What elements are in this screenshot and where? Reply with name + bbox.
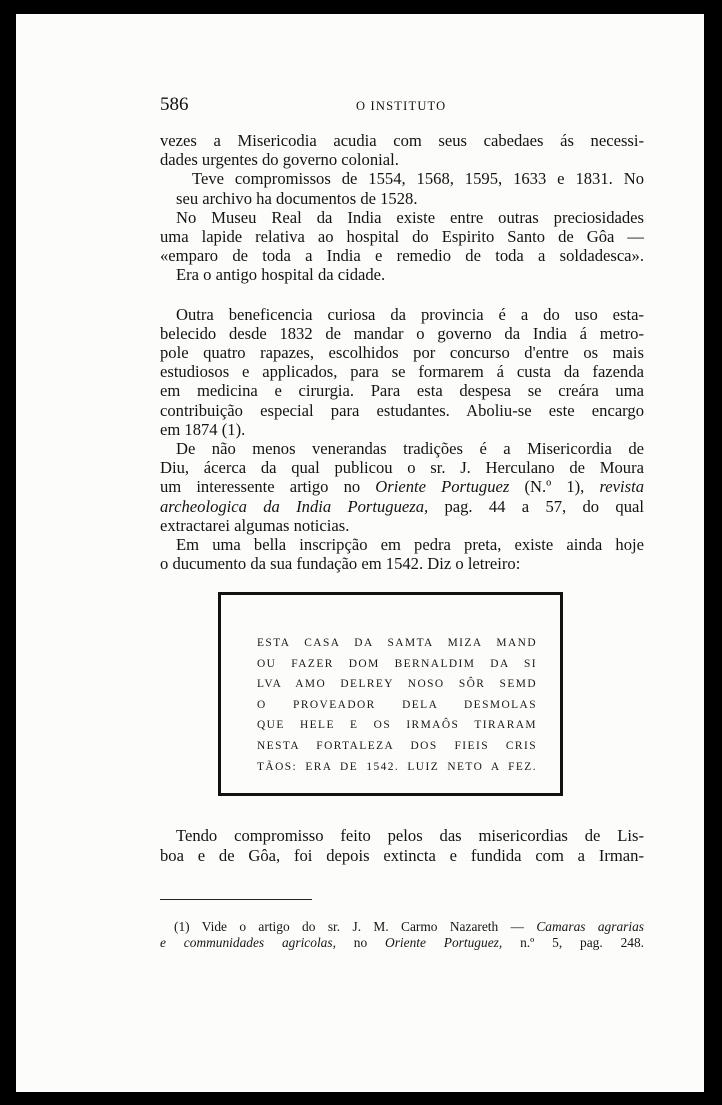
text-line	[160, 497, 644, 516]
text-run: um interessente artigo no	[160, 477, 376, 497]
footnote-title: e communidades agricolas,	[160, 935, 336, 950]
text-run: (N.º 1),	[509, 477, 600, 497]
inscription-box	[218, 592, 563, 796]
closing-paragraph	[160, 826, 644, 865]
text-line: belecido desde 1832 de mandar o governo da India á metro-	[160, 323, 644, 343]
text-line: dades urgentes do governo colonial.	[160, 150, 399, 170]
footnote	[160, 919, 644, 951]
inscription-line: TÃOS: ERA DE 1542. LUIZ NETO A FEZ.	[257, 760, 537, 773]
text-run: pag. 44 a 57, do qual	[428, 496, 644, 516]
inscription-line: O PROVEADOR DELA DESMOLAS	[257, 698, 537, 711]
text-line: contribuição especial para estudantes. Aboliu-se este encargo	[160, 400, 644, 420]
running-title: O INSTITUTO	[356, 99, 447, 113]
text-line: em 1874 (1).	[160, 419, 246, 439]
page-header	[160, 94, 640, 122]
footnote-line	[160, 935, 644, 951]
text-line: seu archivo ha documentos de 1528.	[176, 188, 418, 208]
text-line: extractarei algumas noticias.	[160, 515, 350, 535]
text-line: estudiosos e applicados, para se formarem á custa da fazenda	[160, 362, 644, 382]
text-line: Diu, ácerca da qual publicou o sr. J. Herculano de Moura	[160, 458, 644, 478]
text-line: Em uma bella inscripção em pedra preta, existe ainda hoje	[176, 535, 644, 555]
inscription-text	[257, 633, 537, 777]
page-number: 586	[160, 94, 189, 115]
text-line: Tendo compromisso feito pelos das misericordias de Lis-	[176, 826, 644, 845]
text-line: Teve compromissos de 1554, 1568, 1595, 1633 e 1831. No	[192, 169, 644, 189]
paragraph-2	[160, 169, 644, 207]
inscription-line: NESTA FORTALEZA DOS FIEIS CRIS	[257, 739, 537, 752]
text-run: (1) Vide o artigo do sr. J. M. Carmo Nazareth —	[174, 919, 537, 934]
text-line: Outra beneficencia curiosa da provincia é a do uso esta-	[176, 304, 644, 324]
document-page	[16, 14, 704, 1092]
footnote-publication: Oriente Portuguez,	[385, 935, 503, 950]
text-line: em medicina e cirurgia. Para esta despesa se creára uma	[160, 381, 644, 401]
publication-subtitle: revista	[599, 477, 644, 497]
footnote-line	[160, 919, 644, 935]
text-line	[160, 477, 644, 496]
publication-title: Oriente Portuguez	[375, 477, 510, 497]
text-line: uma lapide relativa ao hospital do Espirito Santo de Gôa —	[160, 227, 644, 247]
paragraph-3	[160, 208, 644, 285]
paragraph-1	[160, 131, 644, 169]
publication-subtitle: archeologica da India Portugueza,	[160, 496, 429, 516]
text-run: no	[335, 935, 386, 950]
inscription-line: QUE HELE E OS IRMAÔS TIRARAM	[257, 719, 537, 732]
footnote-divider	[160, 899, 312, 900]
footnote-title: Camaras agrarias	[536, 919, 644, 934]
text-line: pole quatro rapazes, escolhidos por concurso d'entre os mais	[160, 343, 644, 363]
text-run: n.º 5, pag. 248.	[502, 935, 645, 950]
main-text	[160, 131, 644, 573]
text-line: vezes a Misericodia acudia com seus cabedaes ás necessi-	[160, 131, 644, 150]
inscription-line: LVA AMO DELREY NOSO SÔR SEMD	[257, 678, 537, 691]
paragraph-6	[160, 535, 644, 573]
inscription-line: OU FAZER DOM BERNALDIM DA SI	[257, 657, 537, 670]
paragraph-4	[160, 305, 644, 439]
text-line: No Museu Real da India existe entre outras preciosidades	[176, 207, 644, 227]
text-line: o ducumento da sua fundação em 1542. Diz o letreiro:	[160, 554, 521, 574]
text-line: Era o antigo hospital da cidade.	[176, 265, 386, 285]
text-line: boa e de Gôa, foi depois extincta e fundida com a Irman-	[160, 845, 644, 865]
paragraph-5	[160, 439, 644, 535]
inscription-line: ESTA CASA DA SAMTA MIZA MAND	[257, 637, 537, 649]
text-line: «emparo de toda a India e remedio de toda a soldadesca».	[160, 246, 644, 266]
text-line: De não menos venerandas tradições é a Misericordia de	[176, 439, 644, 459]
